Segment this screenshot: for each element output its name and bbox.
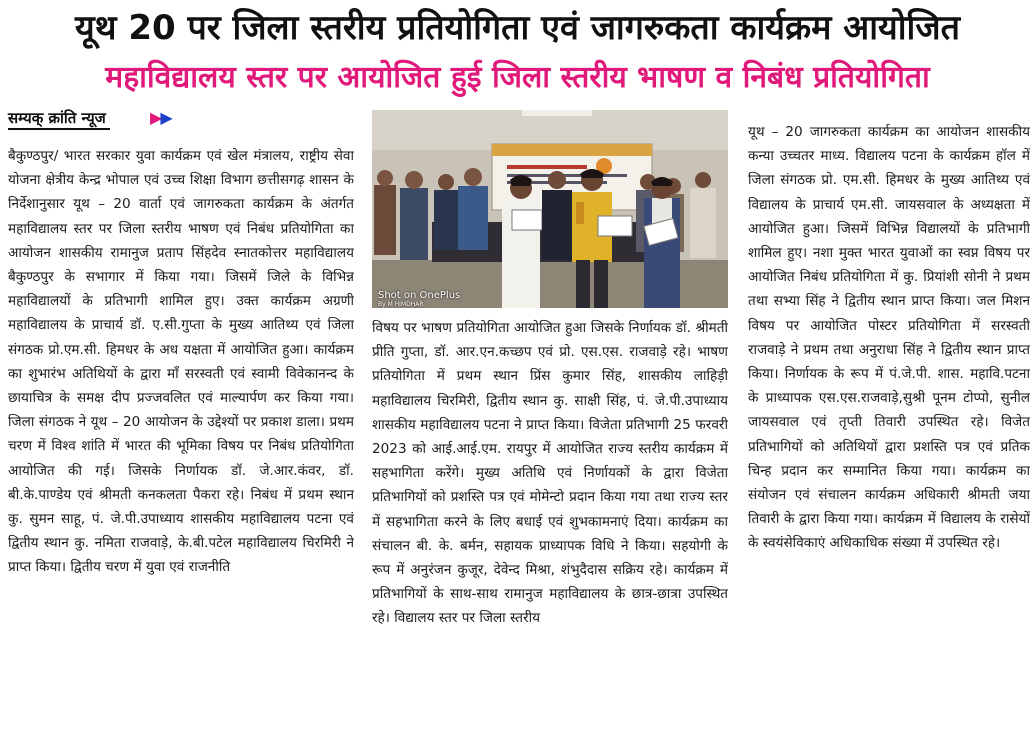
article-column-2 [372, 316, 728, 754]
event-photo [372, 110, 728, 308]
byline: सम्यक् क्रांति न्यूज [8, 108, 110, 130]
subheadline: महाविद्यालय स्तर पर आयोजित हुई जिला स्तरीय भाषण व निबंध प्रतियोगिता [105, 60, 930, 95]
photo-watermark: Shot on OnePlus By M HIMDHAR [378, 290, 461, 308]
event-photo-image [372, 110, 728, 308]
byline-arrows-icon: ▶▶ [150, 108, 171, 127]
headline: यूथ 20 पर जिला स्तरीय प्रतियोगिता एवं जागरुकता कार्यक्रम आयोजित [75, 8, 960, 48]
article-paragraph: विषय पर भाषण प्रतियोगिता आयोजित हुआ जिसके निर्णायक डॉ. श्रीमती प्रीति गुप्ता, डॉ. आर.एन.कच्छप एवं प्रो. एस.एस. राजवाड़े रहे। भाषण प्रतियोगिता में प्रथम स्थान प्रिंस कुमार सिंह, शासकीय लाहिड़ी महाविद्यालय चिरमिरी, द्वितीय स्थान कु. साक्षी सिंह, पं. जे.पी.उपाध्याय शासकीय महाविद्यालय पटना ने प्राप्त किया। विजेता प्रतिभागी 25 फरवरी 2023 को आई.आई.एम. रायपुर में आयोजित राज्य स्तरीय कार्यक्रम में सहभागिता करेंगे। मुख्य अतिथि एवं निर्णायकों के द्वारा विजेता प्रतिभागियों को प्रशस्ति पत्र एवं मोमेन्टो प्रदान किया गया तथा राज्य स्तर में सहभागिता करने के लिए बधाई एवं शुभकामनाएं दिया। कार्यक्रम का संचालन बी. के. बर्मन, सहायक प्राध्यापक विधि ने किया। सहयोगी के रूप में अनुरंजन कुजूर, देवेन्द मिश्रा, शंभुदैदास सक्रिय रहे। कार्यक्रम में प्रतिभागियों के साथ-साथ रामानुज महाविद्यालय के छात्र-छात्रा उपस्थित रहे। विद्यालय स्तर पर जिला स्तरीय [372, 320, 728, 627]
article-paragraph: बैकुण्ठपुर/ भारत सरकार युवा कार्यक्रम एवं खेल मंत्रालय, राष्ट्रीय सेवा योजना क्षेत्रीय केन्द्र भोपाल एवं उच्च शिक्षा विभाग छत्तीसगढ़ शासन के निर्देशानुसार यूथ – 20 वार्ता एवं जागरुकता कार्यक्रम के अंतर्गत महाविद्यालय स्तर पर जिला स्तरीय भाषण एवं निबंध प्रतियोगिता का आयोजन शासकीय रामानुज प्रताप सिंहदेव स्नातकोत्तर महाविद्यालय बैकुण्ठपुर के सभागार में किया गया। जिसमें जिले के विभिन्न महाविद्यालयों के प्रतिभागी शामिल हुए। उक्त कार्यक्रम अग्रणी महाविद्यालय के प्राचार्य डॉ. ए.सी.गुप्ता के मुख्य आतिथ्य एवं जिला संगठक प्रो.एम.सी. हिमधर के अध यक्षता में आयोजित हुआ। कार्यक्रम का शुभारंभ अतिथियों के द्वारा माँ सरस्वती एवं स्वामी विवेकानन्द के छायाचित्र के समक्ष दीप प्रज्जवलित एवं माल्यार्पण कर किया गया। जिला संगठक ने यूथ – 20 आयोजन के उद्देश्यों पर प्रकाश डाला। प्रथम चरण में विश्व शांति में भारत की भूमिका विषय पर निबंध प्रतियोगिता आयोजित की गई। जिसके निर्णायक डॉ. जे.आर.कंवर, डॉ. बी.के.पाण्डेय एवं श्रीमती कनकलता पैकरा रहे। निबंध में प्रथम स्थान कु. सुमन साहू, पं. जे.पी.उपाध्याय शासकीय महाविद्यालय पटना एवं द्वितीय स्थान कु. नमिता राजवाड़े, के.बी.पटेल महाविद्यालय चिरमिरी ने प्राप्त किया। द्वितीय चरण में युवा एवं राजनीति [8, 148, 354, 576]
article-paragraph: यूथ – 20 जागरुकता कार्यक्रम का आयोजन शासकीय कन्या उच्चतर माध्य. विद्यालय पटना के कार्यक्रम हॉल में जिला संगठक प्रो. एम.सी. हिमधर के मुख्य आतिथ्य एवं विद्यालय के प्राचार्य एम.सी. जायसवाल के अध्यक्षता में आयोजित हुआ। जिसमें विभिन्न विद्यालयों के प्रतिभागी शामिल हुए। नशा मुक्त भारत युवाओं का स्वप्न विषय पर आयोजित निबंध प्रतियोगिता में कु. प्रियांशी सोनी ने प्रथम तथा सभ्या सिंह ने द्वितीय स्थान प्राप्त किया। जल मिशन विषय पर आयोजित पोस्टर प्रतियोगिता में सरस्वती राजवाड़े ने प्रथम तथा अनुराधा सिंह ने द्वितीय स्थान प्राप्त किया। निर्णायक के रूप में पं.जे.पी. शास. महावि.पटना के प्राध्यापक एस.एस.राजवाड़े,सुश्री पूनम टोप्पो, सुनील जायसवाल एवं तृप्ती तिवारी उपस्थित रहे। विजेत प्रतिभागियों को अतिथियों द्वारा प्रशस्ति पत्र एवं प्रतिक चिन्ह प्रदान कर सम्मानित किया गया। कार्यक्रम का संयोजन एवं संचालन कार्यक्रम अधिकारी श्रीमती जया तिवारी के द्वारा किया गया। कार्यक्रम में विद्यालय के रासेयों के स्वयंसेविकाएं अधिकाधिक संख्या में उपस्थित रहे। [748, 124, 1030, 552]
article-column-1 [8, 144, 354, 754]
article-column-3 [748, 120, 1030, 754]
